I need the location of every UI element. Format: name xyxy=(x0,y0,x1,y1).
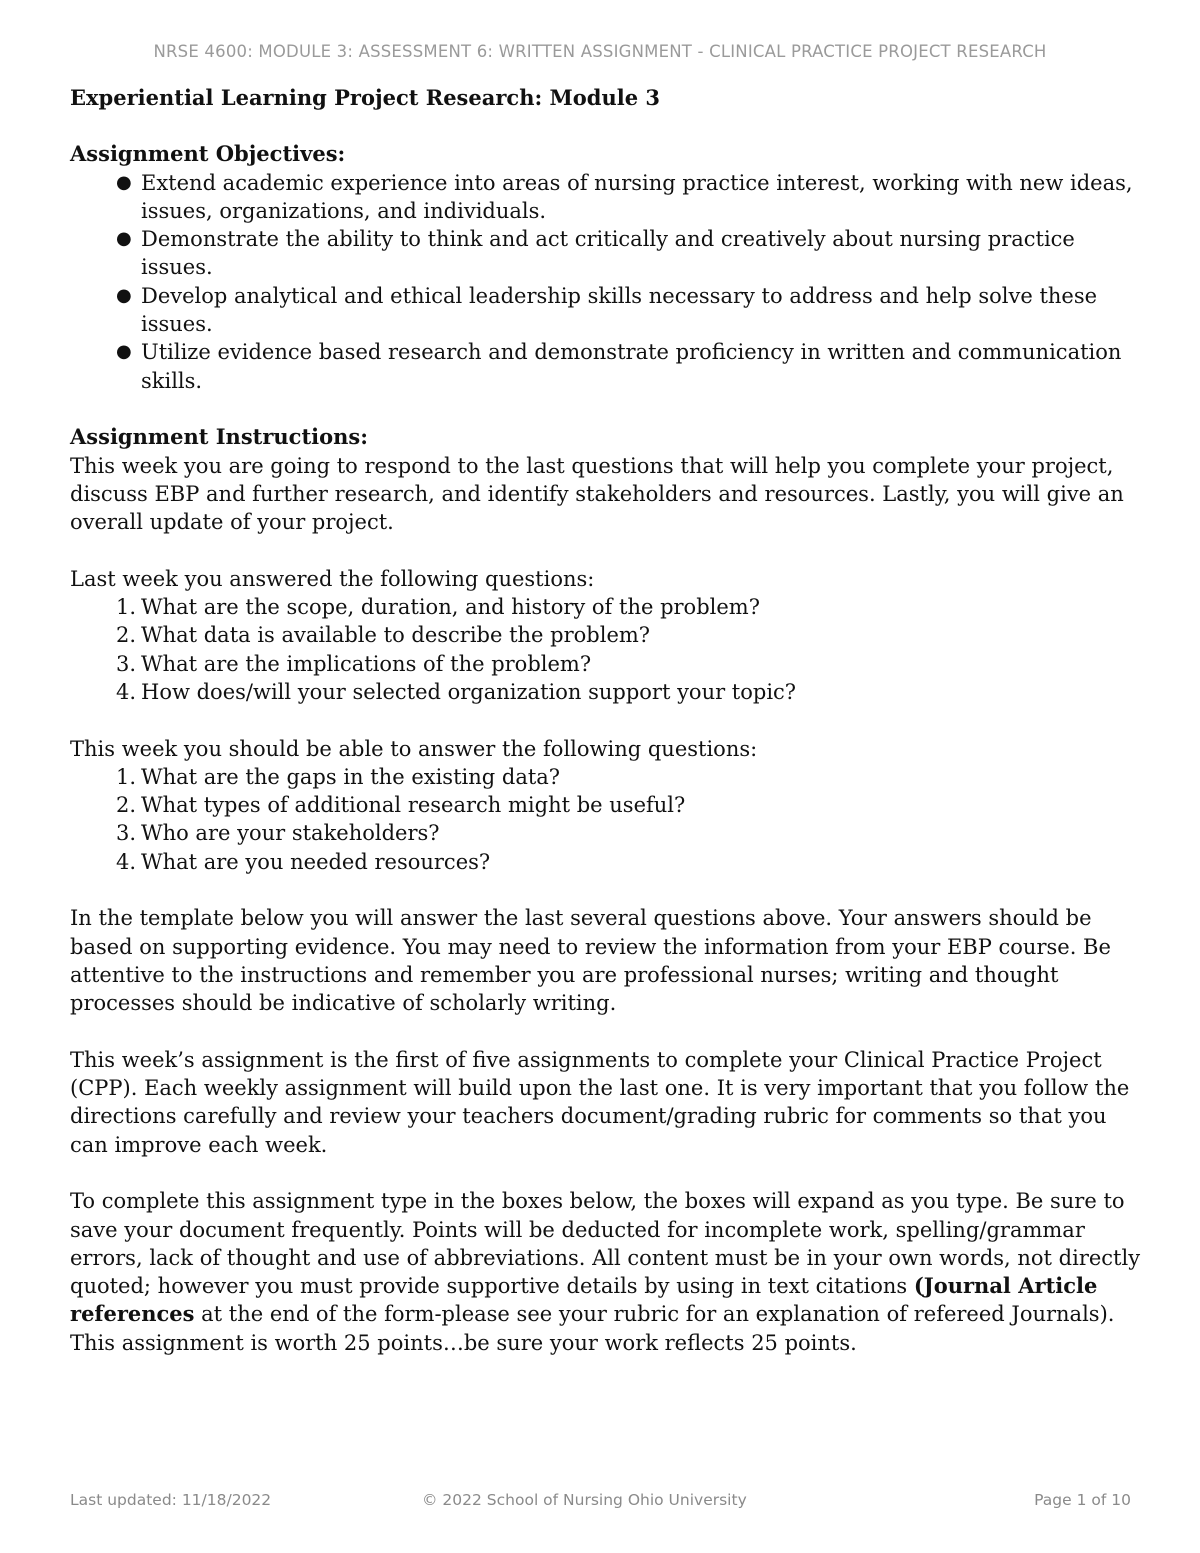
instructions-heading: Assignment Instructions: xyxy=(70,424,368,450)
question-text: Who are your stakeholders? xyxy=(141,821,440,846)
question-number: 4. xyxy=(115,849,136,874)
question-item xyxy=(70,593,1145,621)
running-header: NRSE 4600: MODULE 3: ASSESSMENT 6: WRITTEN ASSIGNMENT - CLINICAL PRACTICE PROJECT RESEARCH xyxy=(153,42,1047,61)
question-number: 3. xyxy=(115,651,136,676)
copyright-notice: © 2022 School of Nursing Ohio University xyxy=(422,1491,747,1509)
this-week-questions xyxy=(70,763,1145,876)
question-text: How does/will your selected organization support your topic? xyxy=(141,679,797,704)
bullet-icon: ● xyxy=(116,284,132,306)
template-paragraph: In the template below you will answer the last several questions above. Your answers should be based on supporting evidence. You may need to review the information from your EBP course. Be attentive to the instructions and remember you are professional nurses; writing and thought processes should be indicative of scholarly writing. xyxy=(70,906,1111,1016)
question-item xyxy=(70,791,1145,819)
question-item xyxy=(70,763,1145,791)
bullet-icon: ● xyxy=(116,228,132,250)
question-number: 1. xyxy=(115,595,136,620)
question-text: What are the scope, duration, and history of the problem? xyxy=(141,595,760,620)
bullet-icon: ● xyxy=(116,171,132,193)
objective-text: Extend academic experience into areas of nursing practice interest, working with new ideas, issues, organizations, and individuals. xyxy=(141,170,1133,223)
document-body xyxy=(70,84,1145,1357)
bullet-icon: ● xyxy=(116,341,132,363)
last-week-lead: Last week you answered the following questions: xyxy=(70,566,595,591)
question-number: 4. xyxy=(115,679,136,704)
question-number: 1. xyxy=(115,764,136,789)
question-item xyxy=(70,848,1145,876)
question-item xyxy=(70,678,1145,706)
question-item xyxy=(70,621,1145,649)
document-title: Experiential Learning Project Research: Module 3 xyxy=(70,85,660,110)
question-text: What are the gaps in the existing data? xyxy=(141,764,561,789)
journal-references-emphasis: (Journal Article references xyxy=(70,1273,1098,1327)
last-updated-date: Last updated: 11/18/2022 xyxy=(70,1491,272,1509)
completion-text-part1: To complete this assignment type in the boxes below, the boxes will expand as you type. Be sure to save your document frequently. Points will be deducted for incomplete work, spelling/grammar errors, lack of thought and use of abbreviations. All content must be in your own words, not directly quoted; however you must provide supportive details by using in text citations xyxy=(70,1189,1141,1299)
objective-text: Demonstrate the ability to think and act critically and creatively about nursing practice issues. xyxy=(141,227,1075,280)
question-item xyxy=(70,650,1145,678)
question-number: 3. xyxy=(115,821,136,846)
cpp-paragraph: This week’s assignment is the first of five assignments to complete your Clinical Practice Project (CPP). Each weekly assignment will build upon the last one. It is very important that you follow the directions carefully and review your teachers document/grading rubric for comments so that you can improve each week. xyxy=(70,1047,1130,1157)
instructions-intro: This week you are going to respond to the last questions that will help you complete your project, discuss EBP and further research, and identify stakeholders and resources. Lastly, you will give an overall update of your project. xyxy=(70,453,1124,535)
question-text: What types of additional research might be useful? xyxy=(141,793,686,818)
question-item xyxy=(70,819,1145,847)
question-text: What are you needed resources? xyxy=(141,849,491,874)
question-number: 2. xyxy=(115,623,136,648)
completion-text-part2: at the end of the form-please see your rubric for an explanation of refereed Journals). This assignment is worth 25 points…be sure your work reflects 25 points. xyxy=(70,1302,1115,1355)
completion-paragraph xyxy=(70,1187,1145,1357)
objectives-list xyxy=(70,169,1145,395)
objective-item xyxy=(70,338,1145,395)
question-text: What are the implications of the problem? xyxy=(141,651,592,676)
last-week-questions xyxy=(70,593,1145,706)
objective-item xyxy=(70,282,1145,339)
objective-text: Develop analytical and ethical leadership skills necessary to address and help solve these issues. xyxy=(141,283,1098,337)
objective-text: Utilize evidence based research and demonstrate proficiency in written and communication skills. xyxy=(141,340,1122,393)
objectives-heading: Assignment Objectives: xyxy=(70,141,346,167)
question-text: What data is available to describe the problem? xyxy=(141,623,651,648)
objective-item xyxy=(70,169,1145,226)
objective-item xyxy=(70,225,1145,282)
this-week-lead: This week you should be able to answer the following questions: xyxy=(70,736,758,761)
page-number: Page 1 of 10 xyxy=(1034,1491,1131,1509)
question-number: 2. xyxy=(115,793,136,818)
